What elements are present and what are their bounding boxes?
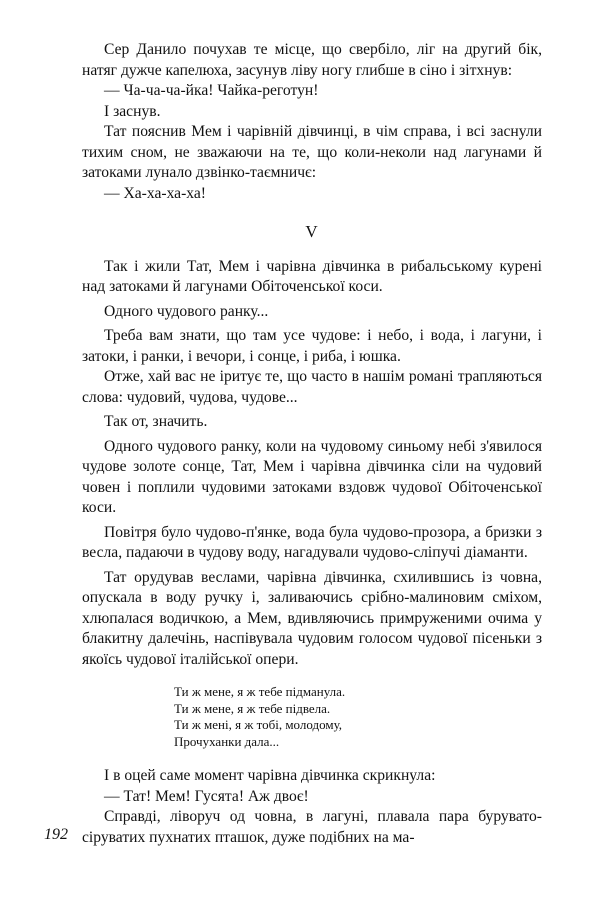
paragraph-13: Тат орудував веслами, чарівна дівчинка, схилившись із човна, опускала в воду ручку і, заливаючись срібно-малиновим сміхом, хлюпалася водичкою, а Мем, вдивляючись примруженими очима у блакитну далечінь, наспівувала чудовим голосом чудової пісеньки з якоїсь чудової італійської опери. <box>82 568 542 668</box>
paragraph-5: — Ха-ха-ха-ха! <box>104 184 206 202</box>
paragraph-6: Так і жили Тат, Мем і чарівна дівчинка в рибальському курені над затоками й лагунами Обіточенської коси. <box>82 257 542 295</box>
paragraph-9: Отже, хай вас не іритує те, що часто в нашім романі трапляються слова: чудовий, чудова, чудове... <box>82 368 542 406</box>
paragraph-8: Треба вам знати, що там усе чудове: і небо, і вода, і лагуни, і затоки, і ранки, і вечори, і сонце, і риба, і юшка. <box>82 327 542 365</box>
page-number: 192 <box>44 826 68 843</box>
poem-line: Ти ж мене, я ж тебе підманула. <box>174 684 346 699</box>
paragraph-7: Одного чудового ранку... <box>104 302 269 320</box>
section-heading: V <box>305 222 319 241</box>
paragraph-2: — Ча-ча-ча-йка! Чайка-реготун! <box>104 82 319 99</box>
poem-line: Ти ж мені, я ж тобі, молодому, <box>174 717 343 732</box>
paragraph-11: Одного чудового ранку, коли на чудовому синьому небі з'явилося чудове золоте сонце, Тат, Мем і чарівна дівчинка сіли на чудовий човен і поплили чудовими затоками вздовж чудової Обіточенської коси. <box>82 437 542 516</box>
paragraph-4: Тат пояснив Мем і чарівній дівчинці, в чім справа, і всі заснули тихим сном, не зважаючи на те, що коли-неколи над лагунами й затоками лунало дзвінко-таємничє: <box>82 123 542 181</box>
poem-line: Прочуханки дала... <box>174 733 280 749</box>
paragraph-3: І заснув. <box>104 102 161 120</box>
paragraph-10: Так от, значить. <box>104 413 208 430</box>
paragraph-16: Справді, ліворуч од човна, в лагуні, плавала пара бурувато-сіруватих пухнатих пташок, дуже подібних на ма- <box>82 808 542 846</box>
paragraph-15: — Тат! Мем! Гусята! Аж двоє! <box>104 787 309 805</box>
paragraph-12: Повітря було чудово-п'янке, вода була чудово-прозора, а бризки з весла, падаючи в чудову воду, нагадували чудово-сліпучі діаманти. <box>82 523 542 561</box>
text-block <box>82 40 542 848</box>
poem-line: Ти ж мене, я ж тебе підвела. <box>174 700 331 716</box>
poem-verse <box>82 684 542 750</box>
paragraph-14: І в оцей саме момент чарівна дівчинка скрикнула: <box>104 767 436 784</box>
paragraph-1: Сер Данило почухав те місце, що свербіло, ліг на другий бік, натяг дужче капелюха, засунув ліву ногу глибше в сіно і зітхнув: <box>82 41 542 79</box>
